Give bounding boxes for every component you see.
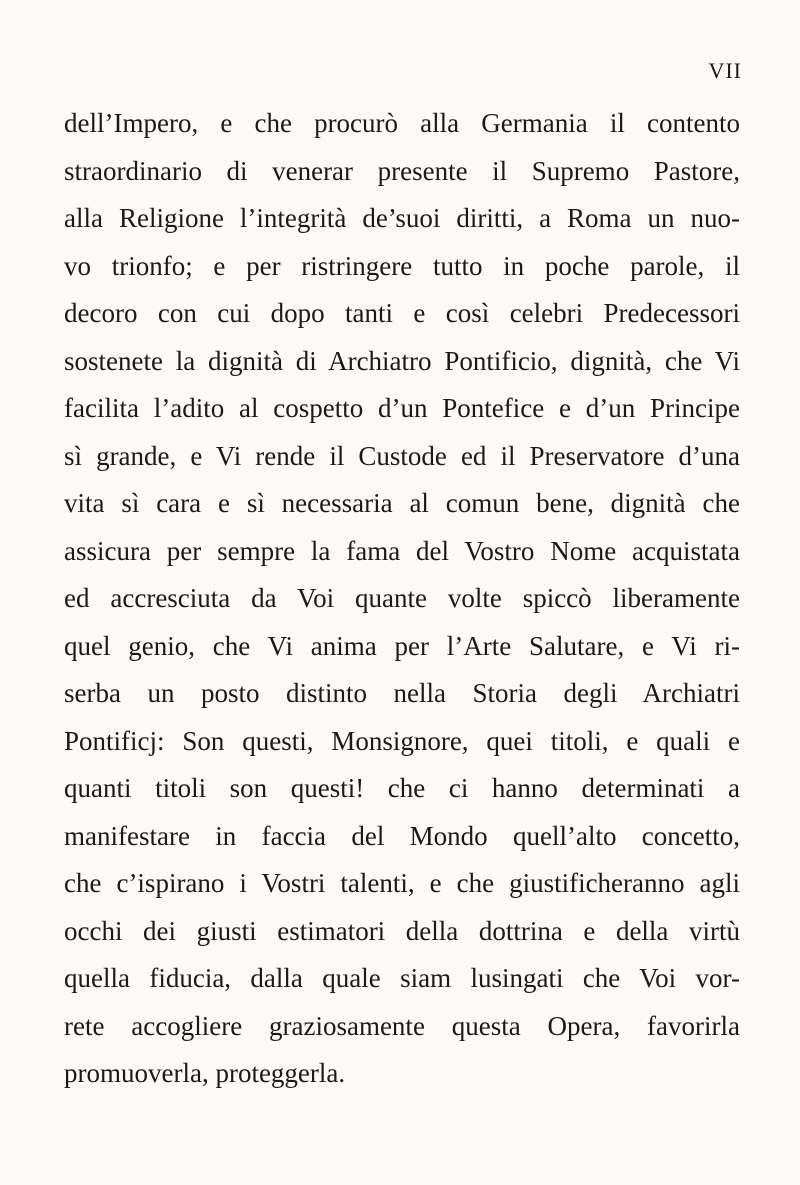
text-line-final: promuoverla, proteggerla.: [64, 1058, 346, 1088]
text-line: vo trionfo; e per ristringere tutto in poche parole, il: [64, 250, 740, 281]
page-number: VII: [708, 58, 742, 83]
text-line: facilita l’adito al cospetto d’un Pontefice e d’un Principe: [64, 393, 740, 423]
text-line: sì grande, e Vi rende il Custode ed il Preservatore d’una: [64, 440, 740, 471]
body-text: [64, 100, 740, 1098]
text-line: serba un posto distinto nella Storia degli Archiatri: [64, 678, 740, 708]
text-line: quel genio, che Vi anima per l’Arte Salutare, e Vi ri-: [64, 630, 740, 661]
text-line: alla Religione l’integrità de’suoi diritti, a Roma un nuo-: [64, 203, 740, 233]
text-line: quanti titoli son questi! che ci hanno determinati a: [64, 773, 740, 803]
text-line: quella fiducia, dalla quale siam lusingati che Voi vor-: [64, 963, 740, 993]
text-line: straordinario di venerar presente il Supremo Pastore,: [64, 155, 740, 186]
text-line: rete accogliere graziosamente questa Opera, favorirla: [64, 1010, 740, 1041]
text-line: assicura per sempre la fama del Vostro Nome acquistata: [64, 535, 740, 566]
text-line: che c’ispirano i Vostri talenti, e che giustificheranno agli: [64, 868, 740, 898]
text-line: manifestare in faccia del Mondo quell’alto concetto,: [64, 820, 740, 851]
text-line: occhi dei giusti estimatori della dottrina e della virtù: [64, 915, 740, 946]
text-line: vita sì cara e sì necessaria al comun bene, dignità che: [64, 488, 740, 518]
text-line: sostenete la dignità di Archiatro Pontificio, dignità, che Vi: [64, 345, 740, 376]
text-line: dell’Impero, e che procurò alla Germania il contento: [64, 108, 740, 138]
text-line: decoro con cui dopo tanti e così celebri Predecessori: [64, 298, 740, 328]
text-line: Pontificj: Son questi, Monsignore, quei titoli, e quali e: [64, 725, 740, 756]
text-line: ed accresciuta da Voi quante volte spiccò liberamente: [64, 583, 740, 613]
